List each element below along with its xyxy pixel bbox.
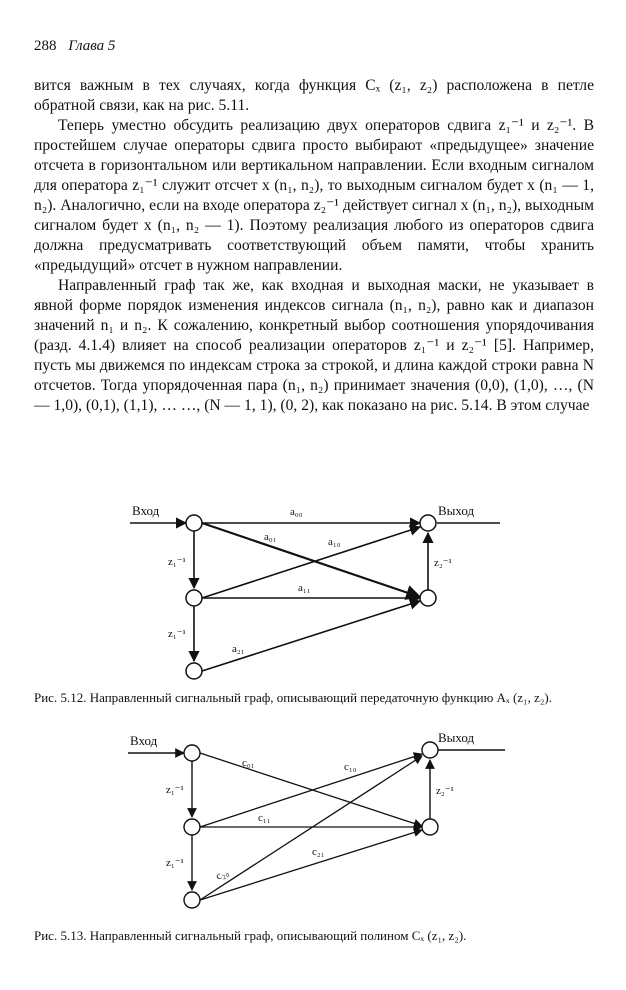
chapter-title: Глава 5 <box>68 38 116 54</box>
node-out <box>422 742 438 758</box>
label-a21: a₂₁ <box>232 643 245 655</box>
label-c11: c₁₁ <box>258 812 271 824</box>
figure-5-12-caption: Рис. 5.12. Направленный сигнальный граф, описывающий передаточную функцию Aₓ (z₁, z₂). <box>34 690 552 705</box>
node-mid-right <box>422 819 438 835</box>
label-c10: c₁₀ <box>344 761 357 773</box>
label-c20: c₂₀ <box>213 866 231 883</box>
input-label: Вход <box>132 503 160 518</box>
node-mid-left <box>186 590 202 606</box>
node-out <box>420 515 436 531</box>
label-c21: c₂₁ <box>312 846 325 858</box>
label-z1-upper: z₁⁻¹ <box>166 784 184 796</box>
node-bottom-left <box>186 663 202 679</box>
page-header <box>34 38 115 55</box>
paragraph-1: вится важным в тех случаях, когда функция Cₓ (z₁, z₂) расположена в петле обратной связи, как на рис. 5.11. <box>34 77 594 114</box>
page-number: 288 <box>34 38 57 54</box>
edge-a01 <box>202 523 420 597</box>
figure-5-13-caption: Рис. 5.13. Направленный сигнальный граф, описывающий полином Cₓ (z₁, z₂). <box>34 928 467 943</box>
node-in <box>184 745 200 761</box>
label-a11: a₁₁ <box>298 582 311 594</box>
label-a10: a₁₀ <box>328 536 341 548</box>
body-text <box>34 76 594 416</box>
label-a01: a₀₁ <box>264 531 277 543</box>
figure-5-13-graph <box>0 730 626 920</box>
node-bottom-left <box>184 892 200 908</box>
edge-c20 <box>200 756 422 900</box>
paragraph-2: Теперь уместно обсудить реализацию двух операторов сдвига z₁⁻¹ и z₂⁻¹. В простейшем случае операторы сдвига просто выбирают «предыдущее» значение отсчета в горизонтальном или вертикальном направлении. Если входным сигналом для оператора z₁⁻¹ служит отсчет x (n₁, n₂), то выходным сигналом будет x (n₁ — 1, n₂). Аналогично, если на входе оператора z₂⁻¹ действует сигнал x (n₁, n₂), выходным сигналом будет x (n₁, n₂ — 1). Поэтому реализация любого из операторов сдвига должна предусматривать соответствующий объем памяти, чтобы хранить «предыдущий» отсчет в нужном направлении. <box>34 117 594 274</box>
output-label: Выход <box>438 503 475 518</box>
input-label: Вход <box>130 733 158 748</box>
edge-c10 <box>200 754 422 827</box>
label-a00: a₀₀ <box>290 506 303 518</box>
node-mid-right <box>420 590 436 606</box>
label-c01: c₀₁ <box>242 757 255 769</box>
node-in <box>186 515 202 531</box>
edge-c21 <box>200 830 422 900</box>
label-z2: z₂⁻¹ <box>436 785 454 797</box>
label-z1-upper: z₁⁻¹ <box>168 556 186 568</box>
label-z1-lower: z₁⁻¹ <box>166 857 184 869</box>
edge-a10 <box>202 527 420 598</box>
label-z1-lower: z₁⁻¹ <box>168 628 186 640</box>
figure-5-12-graph <box>0 495 626 695</box>
label-z2: z₂⁻¹ <box>434 557 452 569</box>
edge-a21 <box>202 601 420 671</box>
paragraph-3: Направленный граф так же, как входная и выходная маски, не указывает в явной форме порядок изменения индексов сигнала (n₁, n₂), равно как и диапазон значений n₁ и n₂. К сожалению, конкретный выбор соотношения упорядочивания (разд. 4.1.4) влияет на способ реализации операторов z₁⁻¹ и z₂⁻¹ [5]. Например, пусть мы движемся по индексам строка за строкой, и длина каждой строки равна N отсчетов. Тогда упорядоченная пара (n₁, n₂) принимает значения (0,0), (1,0), …, (N — 1,0), (0,1), (1,1), … …, (N — 1, 1), (0, 2), как показано на рис. 5.14. В этом случае <box>34 277 594 414</box>
node-mid-left <box>184 819 200 835</box>
output-label: Выход <box>438 730 475 745</box>
edge-c01 <box>200 753 422 826</box>
